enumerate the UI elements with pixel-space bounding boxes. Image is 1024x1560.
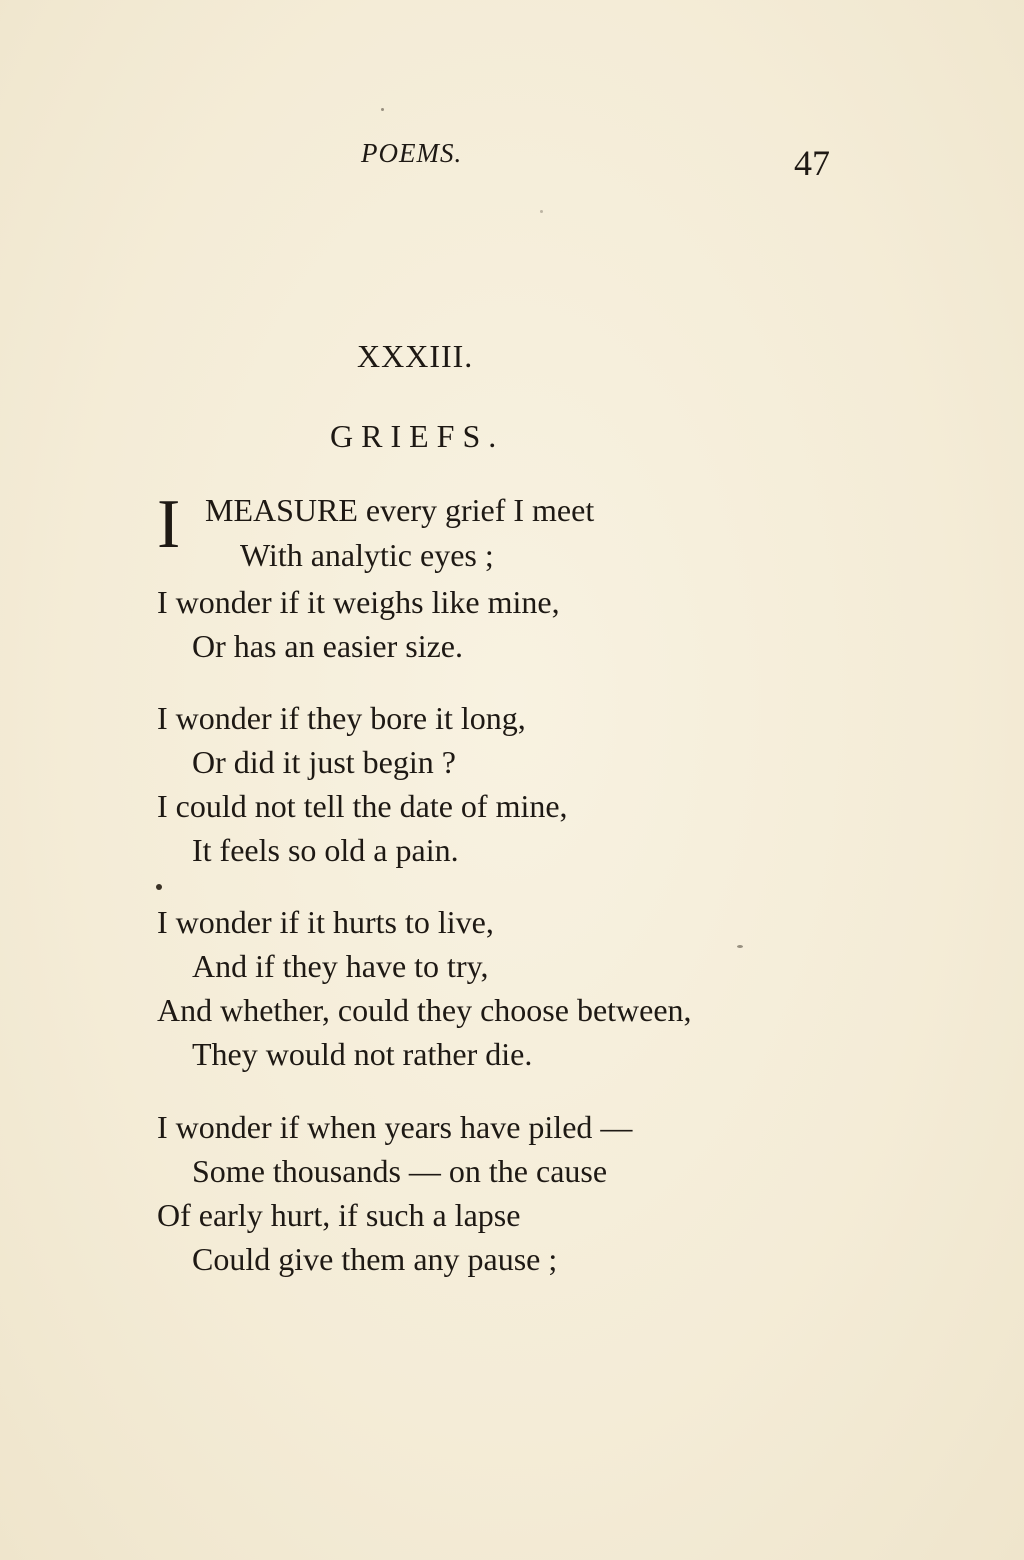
poem-number: XXXIII.: [357, 338, 474, 374]
poem-line: Or did it just begin ?: [192, 744, 456, 780]
poem-title: GRIEFS.: [330, 418, 505, 454]
poem-line: I could not tell the date of mine,: [157, 788, 568, 824]
poem-line: MEASURE every grief I meet: [205, 492, 595, 528]
stanza-2: [157, 696, 837, 872]
poem-line: They would not rather die.: [192, 1036, 533, 1072]
stanza-3: [157, 900, 837, 1076]
poem-line: Or has an easier size.: [192, 628, 463, 664]
poem-line: With analytic eyes ;: [240, 537, 494, 573]
stanza-4: [157, 1105, 837, 1281]
poem-line: Some thousands — on the cause: [192, 1153, 608, 1189]
drop-cap: I: [157, 486, 181, 563]
poem-line: And if they have to try,: [192, 948, 489, 984]
paper-speck: [540, 210, 543, 213]
stanza-1-continued: [157, 580, 837, 668]
page-number: 47: [794, 143, 830, 183]
running-head: POEMS.: [361, 138, 463, 168]
paper-speck: [156, 884, 162, 890]
paper-speck: [737, 945, 743, 948]
poem-line: I wonder if they bore it long,: [157, 700, 526, 736]
poem-line: Could give them any pause ;: [192, 1241, 558, 1277]
poem-line: I wonder if it weighs like mine,: [157, 584, 560, 620]
poem-line: And whether, could they choose between,: [157, 992, 692, 1028]
poem-line: Of early hurt, if such a lapse: [157, 1197, 521, 1233]
poem-line: I wonder if when years have piled —: [157, 1109, 633, 1145]
paper-speck: [381, 108, 384, 111]
poem-line: I wonder if it hurts to live,: [157, 904, 494, 940]
poem-line: It feels so old a pain.: [192, 832, 459, 868]
